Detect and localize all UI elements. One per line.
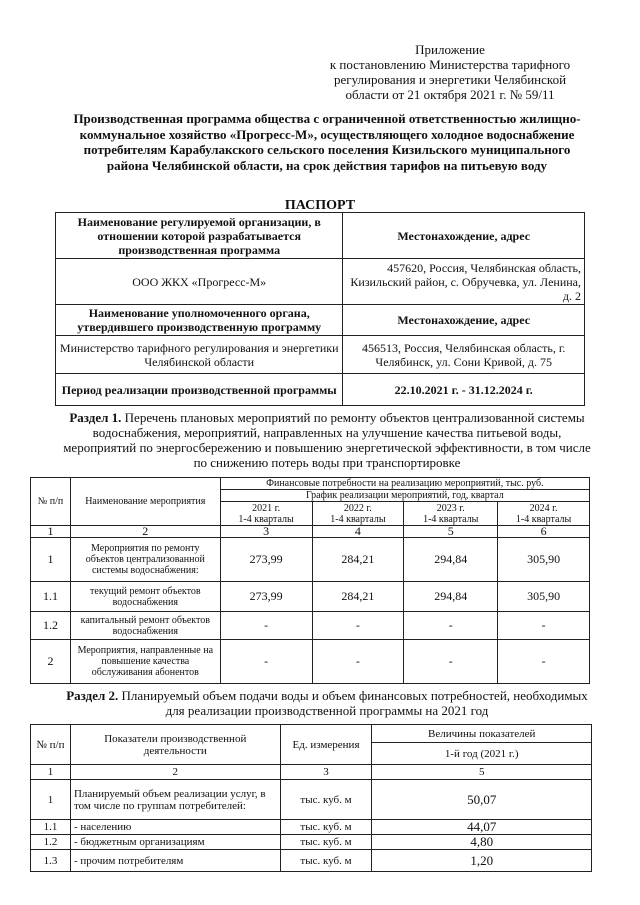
row-unit: тыс. куб. м (280, 835, 372, 850)
col-number: 4 (312, 526, 404, 538)
passport-heading: ПАСПОРТ (284, 198, 356, 213)
org-address: 457620, Россия, Челябинская область, Кизильский район, с. Обручевка, ул. Ленина, д. 2 (343, 259, 585, 305)
row-name: Мероприятия по ремонту объектов централизованной системы водоснабжения: (70, 538, 220, 582)
row-value: - (220, 612, 312, 640)
row-value: - (498, 612, 590, 640)
col-fin-header: Финансовые потребности на реализацию мероприятий, тыс. руб. (220, 478, 589, 490)
table-row (31, 612, 590, 640)
appendix-block (320, 42, 580, 102)
section2-heading (62, 688, 592, 718)
s2-col-indicators: Показатели производственной деятельности (70, 725, 280, 765)
appendix-line: Приложение (415, 42, 485, 57)
col-number: 2 (70, 526, 220, 538)
row-no: 1 (31, 780, 71, 820)
s2-col-unit: Ед. измерения (280, 725, 372, 765)
org-header: Наименование регулируемой организации, в отношении которой разрабатывается производственная программа (56, 213, 343, 259)
row-value: 294,84 (404, 582, 498, 612)
col-number: 1 (31, 526, 71, 538)
table-row (31, 582, 590, 612)
table-row (31, 850, 592, 872)
quarter-label: 1-4 кварталы (330, 513, 386, 525)
location-header: Местонахождение, адрес (343, 213, 585, 259)
year-label: 2022 г. (343, 502, 372, 514)
quarter-label: 1-4 кварталы (423, 513, 479, 525)
row-unit: тыс. куб. м (280, 850, 372, 872)
col-number: 3 (220, 526, 312, 538)
section1-table (30, 477, 590, 684)
row-no: 1.1 (31, 582, 71, 612)
col-name-header: Наименование мероприятия (70, 478, 220, 526)
auth-header: Наименование уполномоченного органа, утвердившего производственную программу (56, 305, 343, 336)
org-name: ООО ЖКХ «Прогресс-М» (56, 259, 343, 305)
row-value: 294,84 (404, 538, 498, 582)
row-value: - (312, 640, 404, 684)
col-number: 5 (372, 765, 592, 780)
row-no: 1 (31, 538, 71, 582)
s2-col-year: 1-й год (2021 г.) (372, 743, 592, 765)
section2-table (30, 724, 592, 872)
period-value: 22.10.2021 г. - 31.12.2024 г. (343, 374, 585, 406)
row-value: 4,80 (372, 835, 592, 850)
section1-text: Перечень плановых мероприятий по ремонту объектов централизованной системы водоснабжения, мероприятий, направленных на улучшение качества питьевой воды, мероприятий по энергосбережению и повышению энергетической эффективности, в том числе по снижению потерь воды при транспортировке (63, 410, 591, 470)
row-name: Мероприятия, направленные на повышение качества обслуживания абонентов (70, 640, 220, 684)
year-header (220, 502, 312, 526)
col-number: 2 (70, 765, 280, 780)
appendix-line: области от 21 октября 2021 г. № 59/11 (345, 87, 555, 102)
table-row (31, 820, 592, 835)
row-no: 1.1 (31, 820, 71, 835)
section2-text: Планируемый объем подачи воды и объем финансовых потребностей, необходимых для реализации производственной программы на 2021 год (121, 688, 588, 718)
col-number: 1 (31, 765, 71, 780)
period-label: Период реализации производственной программы (56, 374, 343, 406)
row-value: - (404, 612, 498, 640)
section1-label: Раздел 1. (69, 410, 122, 425)
s2-col-no: № п/п (31, 725, 71, 765)
table-row (31, 780, 592, 820)
row-value: 44,07 (372, 820, 592, 835)
row-no: 1.3 (31, 850, 71, 872)
year-header (312, 502, 404, 526)
year-header (404, 502, 498, 526)
col-schedule-header: График реализации мероприятий, год, квартал (220, 490, 589, 502)
row-value: - (498, 640, 590, 684)
year-label: 2024 г. (529, 502, 558, 514)
row-value: - (220, 640, 312, 684)
row-value: 273,99 (220, 582, 312, 612)
year-label: 2021 г. (252, 502, 281, 514)
row-value: 305,90 (498, 582, 590, 612)
table-row (31, 835, 592, 850)
auth-location-header: Местонахождение, адрес (343, 305, 585, 336)
row-no: 2 (31, 640, 71, 684)
row-value: - (404, 640, 498, 684)
year-header (498, 502, 590, 526)
row-value: 305,90 (498, 538, 590, 582)
row-value: 50,07 (372, 780, 592, 820)
passport-table (55, 212, 585, 406)
row-unit: тыс. куб. м (280, 780, 372, 820)
row-name: капитальный ремонт объектов водоснабжения (70, 612, 220, 640)
row-value: 273,99 (220, 538, 312, 582)
row-value: 1,20 (372, 850, 592, 872)
col-number: 5 (404, 526, 498, 538)
table-row (31, 640, 590, 684)
section1-heading (62, 410, 592, 470)
s2-col-values: Величины показателей (372, 725, 592, 743)
row-name: - бюджетным организациям (70, 835, 280, 850)
row-name: - прочим потребителям (70, 850, 280, 872)
row-name: Планируемый объем реализации услуг, в том числе по группам потребителей: (70, 780, 280, 820)
table-row (31, 538, 590, 582)
col-number: 6 (498, 526, 590, 538)
col-number: 3 (280, 765, 372, 780)
section2-label: Раздел 2. (66, 688, 119, 703)
row-value: 284,21 (312, 582, 404, 612)
auth-address: 456513, Россия, Челябинская область, г. Челябинск, ул. Сони Кривой, д. 75 (343, 336, 585, 374)
row-value: 284,21 (312, 538, 404, 582)
appendix-line: к постановлению Министерства тарифного (329, 57, 571, 72)
quarter-label: 1-4 кварталы (238, 513, 294, 525)
row-name: текущий ремонт объектов водоснабжения (70, 582, 220, 612)
row-value: - (312, 612, 404, 640)
appendix-line: регулирования и энергетики Челябинской (333, 72, 567, 87)
col-no-header: № п/п (31, 478, 71, 526)
row-no: 1.2 (31, 612, 71, 640)
year-label: 2023 г. (436, 502, 465, 514)
auth-name: Министерство тарифного регулирования и энергетики Челябинской области (56, 336, 343, 374)
row-name: - населению (70, 820, 280, 835)
document-title: Производственная программа общества с ограниченной ответственностью жилищно-коммунальное хозяйство «Прогресс-М», осуществляющего холодное водоснабжение потребителям Карабулакского сельского поселения Кизильского муниципального района Челябинской области, на срок действия тарифов на питьевую воду (73, 111, 581, 173)
row-no: 1.2 (31, 835, 71, 850)
row-unit: тыс. куб. м (280, 820, 372, 835)
quarter-label: 1-4 кварталы (515, 513, 572, 525)
